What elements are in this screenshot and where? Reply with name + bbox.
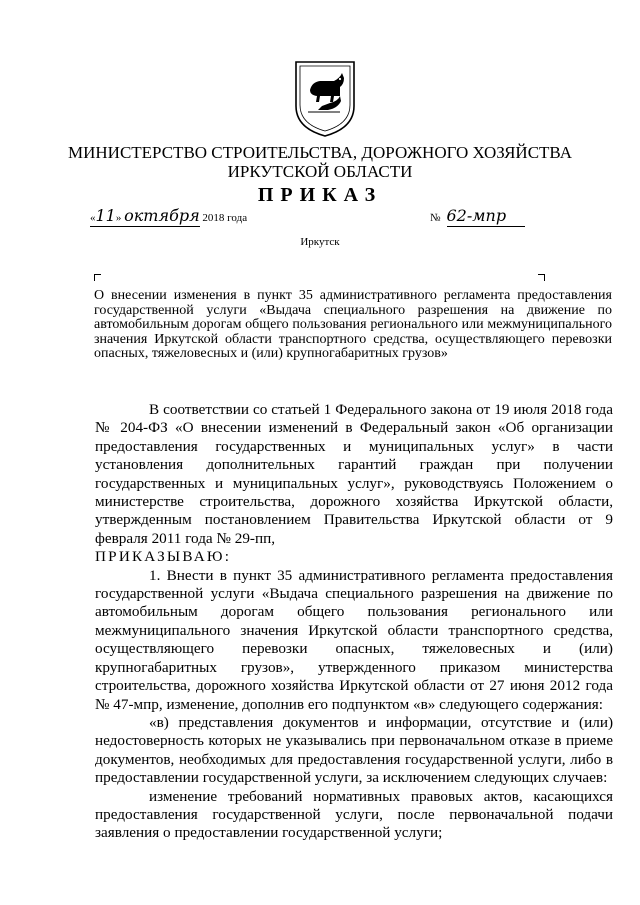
- date-open-quote: «: [90, 212, 96, 224]
- city-name: Иркутск: [300, 236, 340, 248]
- order-body: [95, 401, 613, 843]
- date-year: 2018 года: [202, 212, 248, 224]
- ministry-line-2: ИРКУТСКОЙ ОБЛАСТИ: [227, 162, 413, 181]
- order-date: [90, 208, 247, 227]
- preamble-paragraph: В соответствии со статьей 1 Федерального закона от 19 июля 2018 года № 204-ФЗ «О внесении изменений в Федеральный закон «Об организации предоставления государственных и муниципальных услуг» в части установления дополнительных гарантий граждан при получении государственных и муниципальных услуг», руководствуясь Положением о министерстве строительства, дорожного хозяйства Иркутской области, утвержденным постановлением Правительства Иркутской области от 9 февраля 2011 года № 29-пп,: [95, 401, 613, 547]
- ministry-line-1: МИНИСТЕРСТВО СТРОИТЕЛЬСТВА, ДОРОЖНОГО ХОЗЯЙСТВА: [68, 143, 572, 162]
- date-month: октября: [124, 206, 200, 225]
- order-number: [430, 208, 525, 227]
- subject-corner-left: [94, 274, 101, 281]
- number-label: №: [430, 212, 441, 224]
- subitem-v-paragraph: «в) представления документов и информации, отсутствие и (или) недостоверность которых не указывались при первоначальном отказе в приеме документов, необходимых для предоставления государственной услуги, либо в предоставлении государственной услуги, за исключением следующих случаев:: [95, 713, 613, 787]
- subject-corner-right: [538, 274, 545, 281]
- document-type-title: ПРИКАЗ: [257, 184, 383, 206]
- coat-of-arms-icon: [294, 60, 356, 138]
- order-word: ПРИКАЗЫВАЮ:: [95, 548, 232, 566]
- exception-1-paragraph: изменение требований нормативных правовых актов, касающихся предоставления государственной услуги, после первоначальной подачи заявления о предоставлении государственной услуги;: [95, 787, 613, 842]
- item-1-paragraph: 1. Внести в пункт 35 административного регламента предоставления государственной услуги «Выдача специального разрешения на движение по автомобильным дорогам общего пользования регионального или межмуниципального значения Иркутской области транспортного средства, осуществляющего перевозки опасных, тяжеловесных и (или) крупногабаритных грузов», утвержденного приказом министерства строительства, дорожного хозяйства Иркутской области от 27 июня 2012 года № 47-мпр, изменение, дополнив его подпунктом «в» следующего содержания:: [95, 566, 613, 713]
- number-value: 62-мпр: [446, 206, 507, 225]
- order-subject: О внесении изменения в пункт 35 административного регламента предоставления государственной услуги «Выдача специального разрешения на движение по автомобильным дорогам общего пользования регионального или межмуниципального значения Иркутской области транспортного средства, осуществляющего перевозки опасных, тяжеловесных и (или) крупногабаритных грузов»: [94, 288, 612, 361]
- date-close-quote: »: [115, 212, 122, 224]
- date-day: 11: [95, 206, 116, 225]
- ministry-name: [0, 143, 640, 181]
